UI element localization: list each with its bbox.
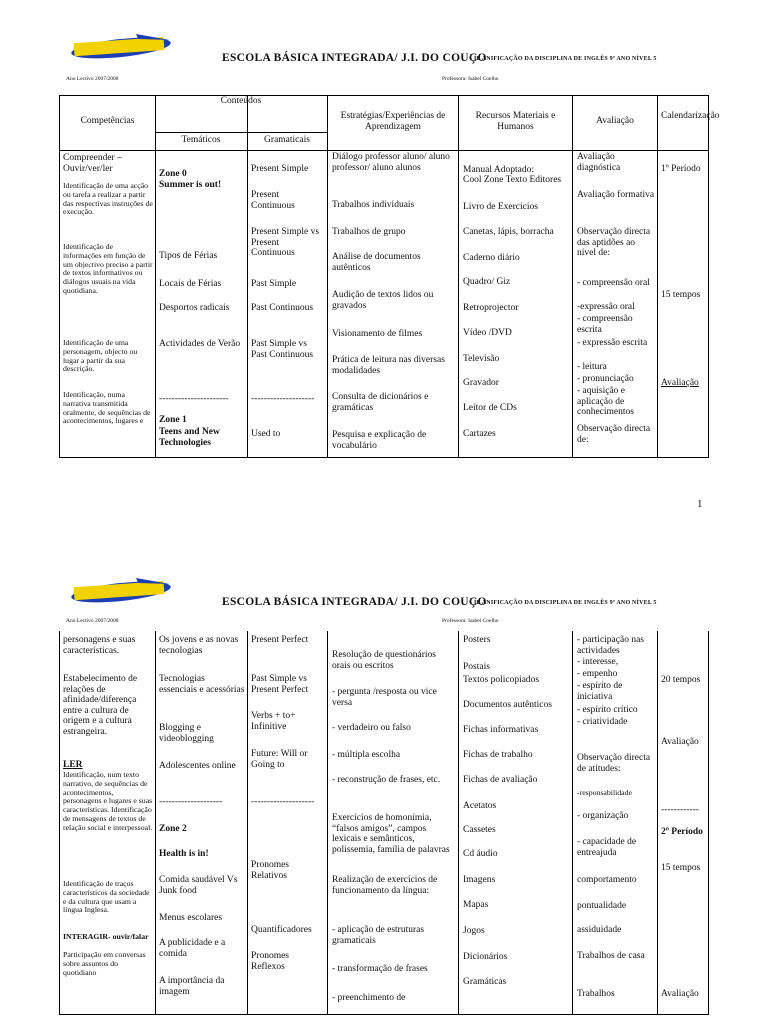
tematico-item: Teens and New Technologies xyxy=(159,427,220,448)
tematico-item: Zone 1 xyxy=(159,415,187,425)
tematico-item: ---------------------- xyxy=(159,394,229,404)
recurso-item: Fichas de avaliação xyxy=(463,775,538,785)
estrategia-item: Consulta de dicionários e gramáticas xyxy=(332,392,429,413)
recurso-item: Posters xyxy=(463,635,491,645)
school-logo xyxy=(66,30,176,62)
avaliacao-item: Avaliação diagnóstica xyxy=(577,152,621,173)
school-year: Ano Lectivo 2007/2008 xyxy=(66,76,119,82)
tematico-item: Tecnologias essenciais e acessórias xyxy=(159,674,245,695)
recurso-item: Caderno diário xyxy=(463,253,520,263)
teacher-name: Professora: Isabel Coelho xyxy=(442,76,499,82)
recurso-item: Gramáticas xyxy=(463,977,507,987)
avaliacao-item: Observação directa das aptidões ao nível de: xyxy=(577,227,651,258)
recurso-item: Cartazes xyxy=(463,429,496,439)
calendarizacao-item: Avaliação xyxy=(661,989,699,999)
competencia-item: Identificação, numa narrativa transmitida oralmente, de sequências de acontecimentos, lugares e xyxy=(63,390,151,426)
avaliacao-item: - leitura xyxy=(577,362,607,372)
teacher-name: Professora: Isabel Coelho xyxy=(442,618,499,624)
gramatical-item: Past Simple xyxy=(251,279,297,289)
estrategia-item: Trabalhos individuais xyxy=(332,200,415,210)
recurso-item: Vídeo /DVD xyxy=(463,328,512,338)
recurso-item: Acetatos xyxy=(463,801,497,811)
tematico-item: Menus escolares xyxy=(159,913,223,923)
recurso-item: Canetas, lápis, borracha xyxy=(463,227,554,237)
calendarizacao-item: 2º Período xyxy=(661,827,703,837)
gramatical-item: Quantificadores xyxy=(251,925,312,935)
estrategia-item: Pesquisa e explicação de vocabulário xyxy=(332,430,427,451)
header-tematicos: Temáticos xyxy=(181,135,221,145)
recurso-item: Cool Zone Texto Editores xyxy=(463,175,562,185)
avaliacao-item: - participação nas actividades xyxy=(577,635,644,656)
avaliacao-item: comportamento xyxy=(577,875,637,885)
competencia-item: Identificação de uma acção ou tarefa a realizar a partir das respectivas instruções de execução. xyxy=(63,181,153,217)
recurso-item: Manual Adoptado: xyxy=(463,165,534,175)
tematico-item: Actividades de Verão xyxy=(159,339,241,349)
estrategia-item: - preenchimento de xyxy=(332,993,406,1003)
school-name: ESCOLA BÁSICA INTEGRADA/ J.I. DO COUÇO xyxy=(222,52,487,64)
gramatical-item: Past Continuous xyxy=(251,303,314,313)
avaliacao-item: - compreensão escrita xyxy=(577,314,633,335)
recurso-item: Documentos autênticos xyxy=(463,700,552,710)
tematico-item: Zone 2 xyxy=(159,824,187,834)
gramatical-item: Past Simple vs Present Perfect xyxy=(251,674,309,695)
recurso-item: Dicionários xyxy=(463,952,508,962)
page-2 xyxy=(0,552,768,1024)
avaliacao-item: - organização xyxy=(577,811,629,821)
avaliacao-item: - aquisição e aplicação de conhecimentos xyxy=(577,386,634,417)
avaliacao-item: Trabalhos xyxy=(577,989,615,999)
tematico-item: Locais de Férias xyxy=(159,279,222,289)
estrategia-item: Trabalhos de grupo xyxy=(332,227,406,237)
plan-title: IL ANIFICAÇÃO DA DISCIPLINA DE INGLÊS 9º ANO NÍVEL 5 xyxy=(474,56,657,62)
recurso-item: Mapas xyxy=(463,900,489,910)
tematico-item: Health is in! xyxy=(159,849,209,859)
recurso-item: Gravador xyxy=(463,378,499,388)
header-conteudos: Conteúdos xyxy=(220,96,262,106)
estrategia-item: Prática de leitura nas diversas modalidades xyxy=(332,355,445,376)
recurso-item: Postais xyxy=(463,662,490,672)
recurso-item: Livro de Exercícios xyxy=(463,202,538,212)
gramatical-item: Used to xyxy=(251,429,281,439)
tematico-item: Desportos radicais xyxy=(159,303,230,313)
avaliacao-item: - compreensão oral xyxy=(577,278,650,288)
competencia-item: Identificação de informações em função de um objectivo preciso a partir de textos informativos ou diálogos usuais na vida quotidiana. xyxy=(63,242,153,295)
estrategia-item: - pergunta /resposta ou vice versa xyxy=(332,687,437,708)
tematico-item: A importância da imagem xyxy=(159,976,225,997)
recurso-item: Fichas de trabalho xyxy=(463,750,533,760)
recurso-item: Cassetes xyxy=(463,825,496,835)
calendarizacao-item: 1º Período xyxy=(661,164,701,174)
gramatical-item: Present Simple xyxy=(251,164,309,174)
calendarizacao-item: 20 tempos xyxy=(661,675,701,685)
recurso-item: Leitor de CDs xyxy=(463,403,517,413)
gramatical-item: Past Simple vs Past Continuous xyxy=(251,339,314,360)
header-estrategias: Estratégias/Experiências de Aprendizagem xyxy=(340,111,446,132)
gramatical-item: Present Perfect xyxy=(251,635,309,645)
avaliacao-item: Trabalhos de casa xyxy=(577,951,645,961)
header-competencias: Competências xyxy=(80,116,135,126)
header-calendarizacao: Calendarização xyxy=(661,111,720,121)
tematico-item: Blogging e videoblogging xyxy=(159,723,214,744)
recurso-item: Cd áudio xyxy=(463,849,498,859)
recurso-item: Textos policopiados xyxy=(463,675,540,685)
gramatical-item: -------------------- xyxy=(251,394,315,404)
tematico-item: Os jovens e as novas tecnologias xyxy=(159,635,239,656)
estrategia-item: Diálogo professor aluno/ aluno professor/ aluno alunos xyxy=(332,152,450,173)
calendarizacao-item: ------------ xyxy=(661,805,699,815)
estrategia-item: - múltipla escolha xyxy=(332,750,401,760)
tematico-item: Comida saudável Vs Junk food xyxy=(159,875,238,896)
gramatical-item: Verbs + to+ Infinitive xyxy=(251,711,296,732)
planning-table-page-2 xyxy=(59,631,709,1015)
estrategia-item: Exercícios de homonímia, “falsos amigos”, campos lexicais e semânticos, polissemia, família de palavras xyxy=(332,813,450,855)
calendarizacao-item: Avaliação xyxy=(661,737,699,747)
competencia-item: INTERAGIR- ouvir/falar xyxy=(63,932,149,941)
estrategia-item: Realização de exercícios de funcionamento da língua: xyxy=(332,875,438,896)
gramatical-item: Pronomes Relativos xyxy=(251,860,289,881)
page-gap xyxy=(0,512,768,552)
recurso-item: Quadro/ Giz xyxy=(463,277,511,287)
tematico-item: Zone 0 xyxy=(159,169,187,179)
competencia-item: Identificação de traços característicos da sociedade e da cultura que usam a língua Inglesa. xyxy=(63,879,150,915)
avaliacao-item: - pronunciação xyxy=(577,374,634,384)
calendarizacao-item: 15 tempos xyxy=(661,290,701,300)
estrategia-item: Resolução de questionários orais ou escritos xyxy=(332,650,436,671)
gramatical-item: Future: Will or Going to xyxy=(251,749,308,770)
estrategia-item: - reconstrução de frases, etc. xyxy=(332,775,441,785)
competencia-item: Identificação de uma personagem, objecto ou lugar a partir da sua descrição. xyxy=(63,338,138,374)
header-gramaticais: Gramaticais xyxy=(264,135,310,145)
recurso-item: Imagens xyxy=(463,875,496,885)
school-year: Ano Lectivo 2007/2008 xyxy=(66,618,119,624)
recurso-item: Retroprojector xyxy=(463,303,519,313)
calendarizacao-item: Avaliação xyxy=(661,378,699,388)
header-avaliacao: Avaliação xyxy=(596,116,634,126)
competencia-item: Estabelecimento de relações de afinidade/diferença entre a cultura de origem e a cultura estrangeira. xyxy=(63,674,138,737)
avaliacao-item: Observação directa de atitudes: xyxy=(577,753,651,774)
competencia-item: personagens e suas características. xyxy=(63,635,136,656)
school-logo xyxy=(66,574,176,606)
avaliacao-item: Avaliação formativa xyxy=(577,190,655,200)
tematico-item: Summer is out! xyxy=(159,180,222,190)
estrategia-item: Visionamento de filmes xyxy=(332,329,423,339)
competencia-item: Participação em conversas sobre assuntos do quotidiano xyxy=(63,950,146,977)
avaliacao-item: - expressão escrita xyxy=(577,338,648,348)
recurso-item: Jogos xyxy=(463,926,485,936)
plan-title: IL ANIFICAÇÃO DA DISCIPLINA DE INGLÊS 9º ANO NÍVEL 5 xyxy=(474,600,657,606)
tematico-item: Tipos de Férias xyxy=(159,251,218,261)
recurso-item: Televisão xyxy=(463,354,500,364)
planning-table-page-1 xyxy=(59,95,720,458)
competencia-item: LER xyxy=(63,760,83,770)
gramatical-item: Present Continuous xyxy=(251,190,295,211)
estrategia-item: - aplicação de estruturas gramaticais xyxy=(332,925,425,946)
calendarizacao-item: 15 tempos xyxy=(661,863,701,873)
avaliacao-item: assiduidade xyxy=(577,925,622,935)
avaliacao-item: - espírito de iniciativa xyxy=(577,681,623,702)
header-recursos: Recursos Materiais e Humanos xyxy=(475,111,556,132)
avaliacao-item: - espírito crítico xyxy=(577,705,638,715)
gramatical-item: -------------------- xyxy=(251,797,315,807)
avaliacao-item: pontualidade xyxy=(577,901,627,911)
recurso-item: Fichas informativas xyxy=(463,725,539,735)
avaliacao-item: - criatividade xyxy=(577,717,628,727)
tematico-item: -------------------- xyxy=(159,797,223,807)
gramatical-item: Present Simple vs Present Continuous xyxy=(251,227,320,258)
estrategia-item: Análise de documentos autênticos xyxy=(332,252,421,273)
competencia-item: Identificação, num texto narrativo, de sequências de acontecimentos, personagens e lugares e suas características. Identificação de mensagens de textos de relação social e interpessoal. xyxy=(63,770,153,832)
avaliacao-item: -expressão oral xyxy=(577,302,635,312)
competencia-item: Compreender – Ouvir/ver/ler xyxy=(63,153,122,174)
avaliacao-item: -responsabilidade xyxy=(577,788,632,797)
avaliacao-item: - interesse, xyxy=(577,657,619,667)
school-name: ESCOLA BÁSICA INTEGRADA/ J.I. DO COUÇO xyxy=(222,596,487,608)
avaliacao-item: - empenho xyxy=(577,669,618,679)
estrategia-item: - transformação de frases xyxy=(332,964,428,974)
estrategia-item: - verdadeiro ou falso xyxy=(332,723,411,733)
gramatical-item: Pronomes Reflexos xyxy=(251,951,289,972)
avaliacao-item: Observação directa de: xyxy=(577,424,651,445)
estrategia-item: Audição de textos lidos ou gravados xyxy=(332,290,434,311)
tematico-item: Adolescentes online xyxy=(159,761,236,771)
page-number: 1 xyxy=(697,498,703,510)
avaliacao-item: - capacidade de entreajuda xyxy=(577,837,637,858)
tematico-item: A publicidade e a comida xyxy=(159,938,226,959)
